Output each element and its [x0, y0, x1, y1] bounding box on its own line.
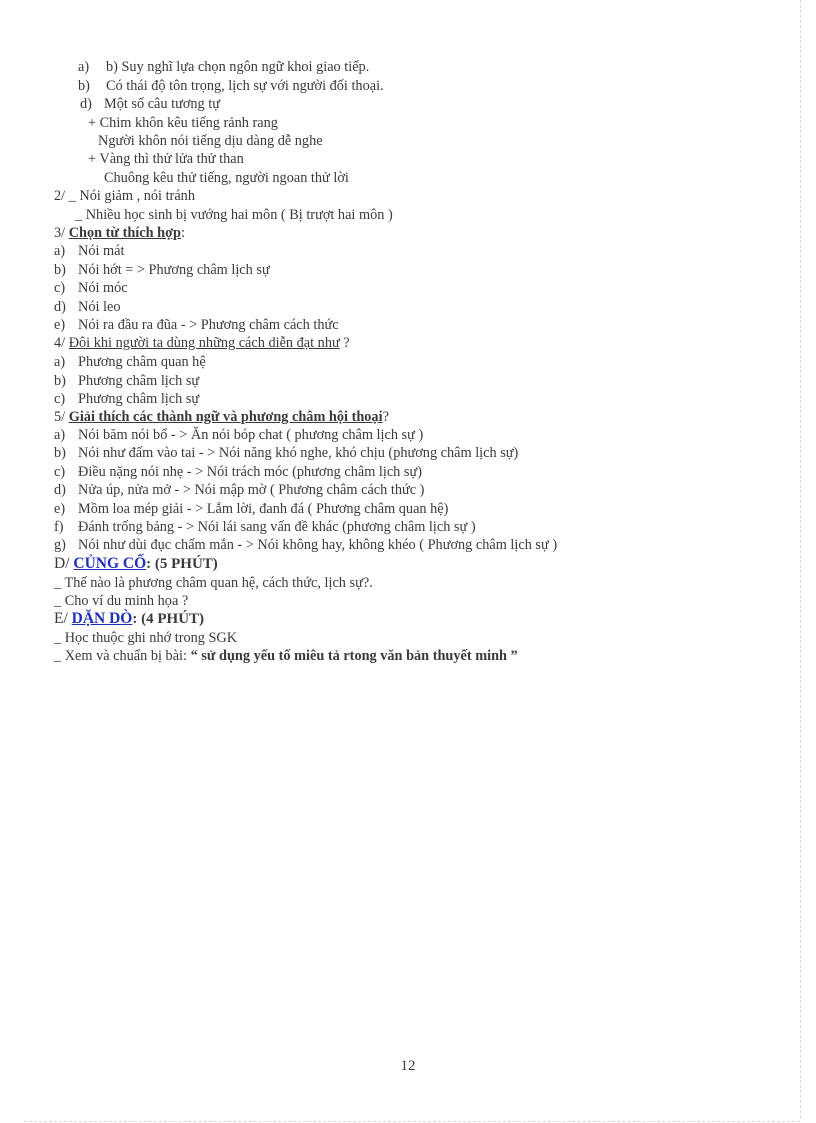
page-number: 12 [400, 1058, 416, 1074]
section-e-line: _ Học thuộc ghi nhớ trong SGK [54, 630, 238, 646]
list-marker: d) [54, 298, 66, 315]
section-3-heading: 3/ Chọn từ thích hợp: [54, 225, 185, 241]
list-text: Phương châm quan hệ [78, 354, 206, 370]
list-text: Phương châm lịch sự [78, 391, 200, 407]
proverb-line: + Chim khôn kêu tiếng rảnh rang [88, 115, 278, 131]
list-text: Nói móc [78, 280, 128, 296]
proverb-line: + Vàng thì thử lửa thử than [88, 151, 244, 167]
proverb-line: Người khôn nói tiếng dịu dàng dễ nghe [98, 133, 323, 149]
list-item [54, 444, 518, 462]
list-marker: g) [54, 537, 66, 554]
list-text: Nói mát [78, 243, 125, 259]
section-2-line: 2/ _ Nói giảm , nói tránh [54, 188, 195, 204]
list-item [54, 500, 448, 518]
list-marker: b) [54, 372, 66, 389]
list-item [54, 463, 422, 481]
page-edge-divider [24, 1121, 800, 1122]
list-marker: c) [54, 391, 66, 407]
section-5-heading: 5/ Giải thích các thành ngữ và phương châm hội thoại? [54, 409, 389, 425]
list-item [54, 481, 424, 499]
list-item: b) Có thái độ tôn trọng, lịch sự với người đối thoại. [78, 78, 384, 94]
section-2-line: _ Nhiều học sinh bị vướng hai môn ( Bị trượt hai môn ) [75, 207, 393, 223]
list-text: Mồm loa mép giải - > Lắm lời, đanh đá ( Phương châm quan hệ) [78, 500, 449, 517]
list-marker: f) [54, 519, 64, 535]
list-text: Đánh trống bảng - > Nói lái sang vấn đề khác (phương châm lịch sự ) [78, 519, 476, 535]
list-text: Nói như đấm vào tai - > Nói năng khó nghe, khó chịu (phương châm lịch sự) [78, 445, 519, 462]
list-item [54, 518, 476, 536]
list-item: d) Một số câu tương tự [80, 96, 220, 112]
list-marker: b) [54, 445, 66, 462]
section-e-line: _ Xem và chuẩn bị bài: “ sử dụng yếu tố miêu tả rtong văn bản thuyết minh ” [54, 648, 518, 664]
list-marker: b) [54, 261, 66, 278]
section-d-line: _ Cho ví du minh họa ? [54, 593, 189, 609]
list-text: Phương châm lịch sự [78, 372, 200, 389]
list-item [54, 536, 557, 554]
section-4-heading: 4/ Đôi khi người ta dùng những cách diễn đạt như ? [54, 335, 350, 351]
list-marker: a) [54, 243, 66, 259]
list-text: Nói băm nói bổ - > Ăn nói bóp chat ( phương châm lịch sự ) [78, 427, 424, 443]
list-marker: a) [54, 427, 66, 443]
list-item [54, 279, 128, 297]
page-edge-divider [800, 0, 801, 1118]
list-text: Nói ra đầu ra đũa - > Phương châm cách thức [78, 317, 339, 333]
list-text: Điều nặng nói nhẹ - > Nói trách móc (phương châm lịch sự) [78, 463, 422, 480]
list-item [54, 298, 121, 316]
section-d-line: _ Thế nào là phương châm quan hệ, cách thức, lịch sự?. [54, 575, 373, 591]
list-marker: c) [54, 463, 66, 480]
list-text: Nói leo [78, 298, 121, 315]
list-item [54, 261, 270, 279]
list-item [54, 390, 199, 408]
list-item [54, 242, 124, 260]
list-marker: d) [54, 482, 66, 499]
proverb-line: Chuông kêu thử tiếng, người ngoan thử lời [104, 170, 349, 186]
section-e-heading: E/ DẶN DÒ: (4 PHÚT) [54, 610, 205, 627]
list-marker: e) [54, 317, 66, 333]
list-item [54, 372, 199, 390]
list-marker: a) [54, 354, 66, 370]
list-marker: c) [54, 280, 66, 296]
list-text: Nói như dùi đục chấm mắn - > Nói không hay, không khéo ( Phương châm lịch sự ) [78, 537, 558, 554]
list-item [54, 426, 423, 444]
list-text: Nói hớt = > Phương châm lịch sự [78, 261, 270, 278]
list-item [54, 316, 339, 334]
list-item [54, 353, 206, 371]
list-text: Nửa úp, nửa mở - > Nói mập mờ ( Phương châm cách thức ) [78, 482, 425, 499]
list-item: a) b) Suy nghĩ lựa chọn ngôn ngữ khoi giao tiếp. [78, 59, 370, 75]
list-marker: e) [54, 500, 66, 517]
section-d-heading: D/ CỦNG CỐ: (5 PHÚT) [54, 555, 218, 572]
